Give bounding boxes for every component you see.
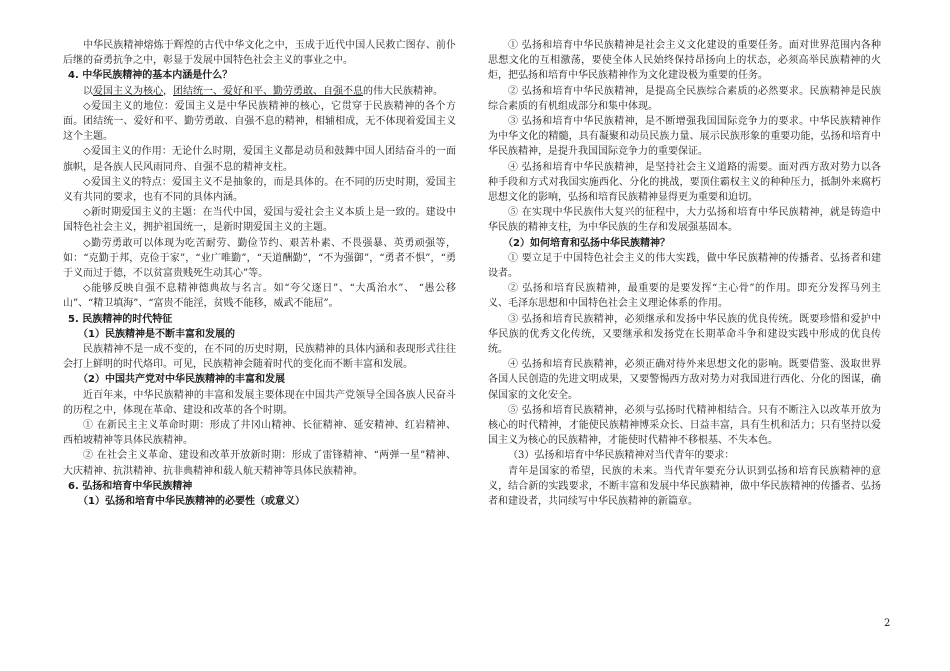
- left-column: [63, 38, 456, 509]
- paragraph: ① 弘扬和培育中华民族精神是社会主义文化建设的重要任务。面对世界范围内各种思想文化的互相激荡，要使全体人民始终保持昂扬向上的状态，必须高举民族精神的火炬，把弘扬和培育中华民族精神作为文化建设极为重要的任务。: [488, 40, 881, 82]
- text-span: 的伟大民族精神。: [363, 85, 443, 97]
- paragraph: ③ 弘扬和培育民族精神，必须继承和发扬中华民族的优良传统。既要珍惜和爱护中华民族的优秀文化传统，又要继承和发扬党在长期革命斗争和建设实践中形成的优良传统。: [488, 313, 881, 356]
- right-column: [488, 38, 881, 509]
- text-span: 以: [83, 85, 93, 97]
- section-heading: 4. 中华民族精神的基本内涵是什么？: [68, 70, 233, 82]
- paragraph: ① 要立足于中国特色社会主义的伟大实践，做中华民族精神的传播者、弘扬者和建设者。: [488, 252, 881, 280]
- paragraph: ② 弘扬和培育中华民族精神，是提高全民族综合素质的必然要求。民族精神是民族综合素质的有机组成部分和集中体现。: [488, 85, 881, 112]
- section-heading: 5. 民族精神的时代特征: [68, 313, 173, 325]
- paragraph: ◇新时期爱国主义的主题：在当代中国，爱国与爱社会主义本质上是一致的。建设中国特色社会主义，拥护祖国统一，是新时期爱国主义的主题。: [63, 207, 456, 234]
- subsection-heading: （2）如何培育和弘扬中华民族精神？: [503, 237, 670, 249]
- paragraph: ④ 弘扬和培育中华民族精神，是坚持社会主义道路的需要。面对西方敌对势力以各种手段和方式对我国实施西化、分化的挑战，要顶住霸权主义的种种压力，抵制外来腐朽思想文化的影响，弘扬和培育民族精神显得更为重要和迫切。: [488, 161, 881, 204]
- paragraph: ② 弘扬和培育民族精神，最重要的是要发挥“主心骨”的作用。即充分发挥马列主义、毛泽东思想和中国特色社会主义理论体系的作用。: [488, 283, 881, 310]
- paragraph: ◇爱国主义的作用：无论什么时期，爱国主义都是动员和鼓舞中国人团结奋斗的一面旗帜，是各族人民风雨同舟、自强不息的精神支柱。: [63, 146, 456, 173]
- subsection-heading: （1）弘扬和培育中华民族精神的必要性（或意义）: [78, 496, 305, 508]
- underlined-text: 爱国主义为核心: [93, 85, 163, 97]
- underlined-text: 团结统一、爱好和平、勤劳勇敢、自强不息: [173, 85, 363, 97]
- page-number: 2: [884, 618, 891, 629]
- paragraph: ④ 弘扬和培育民族精神，必须正确对待外来思想文化的影响。既要借鉴、汲取世界各国人民创造的先进文明成果，又要警惕西方敌对势力对我国进行西化、分化的图谋，确保国家的文化安全。: [488, 359, 881, 401]
- section-heading: 6. 弘扬和培育中华民族精神: [68, 480, 193, 492]
- paragraph: ◇勤劳勇敢可以体现为吃苦耐劳、勤俭节约、艰苦朴素、不畏强暴、英勇顽强等，如：“克勤于邦，克俭于家”，“业广唯勤”，“天道酬勤”，“不为强御”，“勇者不惧”，“勇于义而过于德，不以贫富贵贱死生动其心”等。: [63, 237, 456, 280]
- paragraph: ◇爱国主义的地位：爱国主义是中华民族精神的核心，它贯穿于民族精神的各个方面。团结统一、爱好和平、勤劳勇敢、自强不息的精神，相辅相成，无不体现着爱国主义这个主题。: [63, 100, 456, 143]
- paragraph: 民族精神不是一成不变的，在不同的历史时期，民族精神的具体内涵和表现形式往往会打上鲜明的时代烙印。可见，民族精神会随着时代的变化而不断丰富和发展。: [63, 344, 456, 371]
- paragraph: ⑤ 弘扬和培育民族精神，必须与弘扬时代精神相结合。只有不断注入以改革开放为核心的时代精神，才能使民族精神博采众长、日益丰富，具有生机和活力；只有坚持以爱国主义为核心的民族精神，才能使时代精神不移根基、不失本色。: [488, 404, 881, 447]
- paragraph: 中华民族精神熔炼于辉煌的古代中华文化之中，玉成于近代中国人民救亡图存、前仆后继的奋勇抗争之中，彰显于发展中国特色社会主义的事业之中。: [63, 40, 456, 67]
- subsection-heading: （2）中国共产党对中华民族精神的丰富和发展: [78, 374, 285, 386]
- paragraph: ⑤ 在实现中华民族伟大复兴的征程中，大力弘扬和培育中华民族精神，就是铸造中华民族的精神支柱，为中华民族的生存和发展强基固本。: [488, 207, 881, 234]
- subsection-heading: （1）民族精神是不断丰富和发展的: [78, 328, 235, 340]
- paragraph: [63, 84, 456, 99]
- paragraph: ② 在社会主义革命、建设和改革开放新时期：形成了雷锋精神、“两弹一星”精神、大庆精神、抗洪精神、抗非典精神和载人航天精神等具体民族精神。: [63, 450, 456, 477]
- subsection-heading: （3）弘扬和培育中华民族精神对当代青年的要求：: [508, 450, 735, 462]
- paragraph: 近百年来，中华民族精神的丰富和发展主要体现在中国共产党领导全国各族人民奋斗的历程之中，体现在革命、建设和改革的各个时期。: [63, 389, 456, 416]
- paragraph: ① 在新民主主义革命时期：形成了井冈山精神、长征精神、延安精神、红岩精神、西柏坡精神等具体民族精神。: [63, 420, 456, 447]
- paragraph: ◇能够反映自强不息精神德典故与名言。如“夸父逐日”、“大禹治水”、 “愚公移山”、“精卫填海”、“富贵不能淫，贫贱不能移，威武不能屈”。: [63, 283, 456, 310]
- paragraph: ③ 弘扬和培育中华民族精神，是不断增强我国国际竞争力的要求。中华民族精神作为中华文化的精髓，具有凝聚和动员民族力量、展示民族形象的重要功能，弘扬和培育中华民族精神，是提升我国国际竞争力的重要保证。: [488, 116, 881, 158]
- text-span: ，: [163, 85, 173, 97]
- paragraph: 青年是国家的希望，民族的未来。当代青年要充分认识到弘扬和培育民族精神的意义，结合新的实践要求，不断丰富和发展中华民族精神，做中华民族精神的传播者、弘扬者和建设者，共同续写中华民族精神的新篇章。: [488, 465, 881, 508]
- paragraph: ◇爱国主义的特点：爱国主义不是抽象的，而是具体的。在不同的历史时期，爱国主义有共同的要求，也有不同的具体内涵。: [63, 176, 456, 204]
